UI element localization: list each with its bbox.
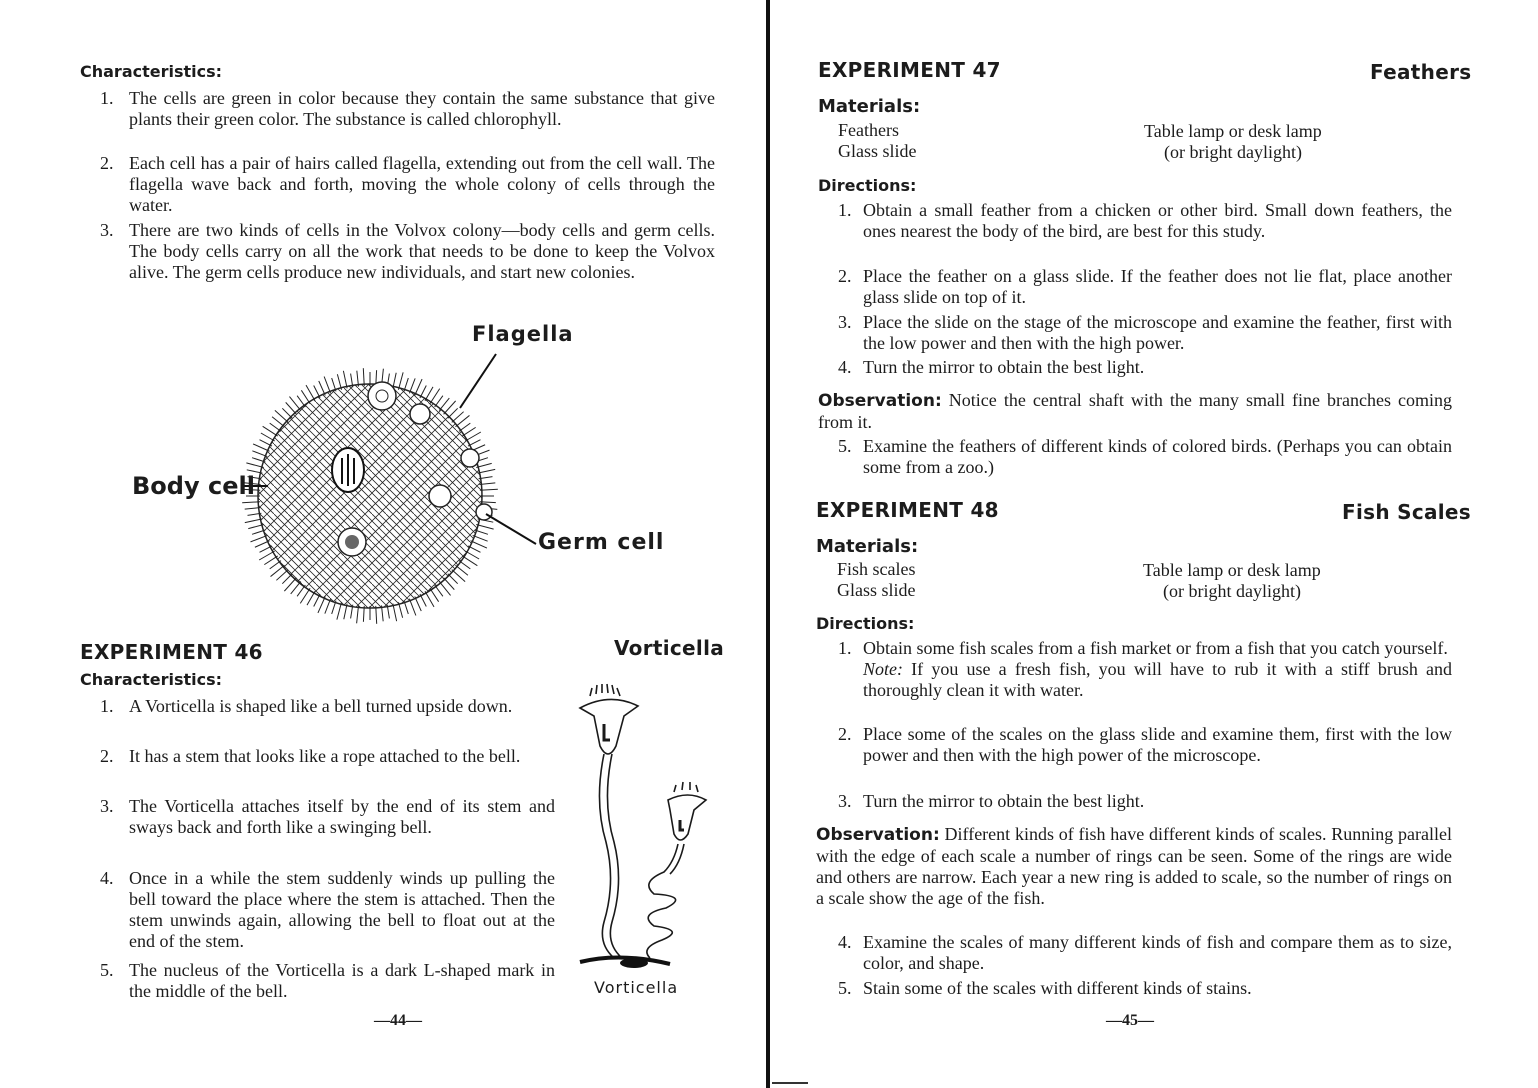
flagella-label: Flagella	[472, 322, 574, 346]
exp48-direction-1: 1. Obtain some fish scales from a fish market or from a fish that you catch yourself. Note: If you use a fresh fish, you will have to rub it with a stiff brush and thoroughly clean it with water.	[838, 638, 1452, 700]
experiment-47-title: Feathers	[1370, 60, 1472, 84]
materials-47-item: Glass slide	[838, 141, 917, 161]
exp48-direction-2: 2. Place some of the scales on the glass slide and examine them, first with the low power and then with the high power of the microscope.	[838, 724, 1452, 765]
germ-cell	[461, 449, 479, 467]
germ-cell	[429, 485, 451, 507]
vorticella-nucleus	[604, 724, 610, 740]
germ-cell	[368, 382, 396, 410]
germ-cell	[476, 504, 492, 520]
materials-47-item: (or bright daylight)	[1164, 142, 1302, 162]
vorticella-item-4: 4. Once in a while the stem suddenly winds up pulling the bell toward the place where the stem is attached. Then the stem unwinds again, allowing the bell to float out at the end of the stem.	[100, 868, 555, 951]
exp47-direction-5: 5. Examine the feathers of different kinds of colored birds. (Perhaps you can obtain some from a zoo.)	[838, 436, 1452, 477]
observation-heading-48: Observation:	[816, 825, 940, 845]
experiment-47-number: EXPERIMENT 47	[818, 58, 1001, 82]
experiment-48-title: Fish Scales	[1342, 500, 1472, 524]
exp47-direction-2: 2. Place the feather on a glass slide. If the feather does not lie flat, place another glass slide on top of it.	[838, 266, 1452, 307]
right-page	[770, 0, 1538, 1088]
experiment-48-number: EXPERIMENT 48	[816, 498, 999, 522]
exp47-direction-1: 1. Obtain a small feather from a chicken or other bird. Small down feathers, the ones nearest the body of the bird, are best for this study.	[838, 200, 1452, 241]
body-cell-label: Body cell	[132, 472, 255, 500]
vorticella-item-3: 3. The Vorticella attaches itself by the end of its stem and sways back and forth like a swinging bell.	[100, 796, 555, 837]
exp47-direction-4: 4. Turn the mirror to obtain the best light.	[838, 357, 1145, 377]
vorticella-item-5: 5. The nucleus of the Vorticella is a dark L-shaped mark in the middle of the bell.	[100, 960, 555, 1001]
materials-48-item: Fish scales	[837, 559, 916, 579]
observation-heading-47: Observation:	[818, 391, 942, 411]
materials-heading-48: Materials:	[816, 536, 919, 557]
exp47-observation	[818, 390, 1452, 433]
experiment-46-number: EXPERIMENT 46	[80, 640, 263, 664]
experiment-46-title: Vorticella	[614, 636, 725, 660]
materials-heading-47: Materials:	[818, 96, 921, 117]
directions-heading-47: Directions:	[818, 176, 917, 195]
vorticella-item-2: 2. It has a stem that looks like a rope attached to the bell.	[100, 746, 521, 766]
materials-47-item: Feathers	[838, 120, 899, 140]
page-number-right: —45—	[1106, 1012, 1154, 1029]
note-label: Note:	[863, 659, 903, 679]
germ-cell-label: Germ cell	[538, 530, 665, 555]
volvox-item-1: 1. The cells are green in color because they contain the same substance that give plants their green color. The substance is called chlorophyll.	[100, 88, 715, 129]
directions-heading-48: Directions:	[816, 614, 915, 633]
vorticella-bell	[580, 699, 638, 754]
vorticella-item-1: 1. A Vorticella is shaped like a bell turned upside down.	[100, 696, 513, 716]
exp48-direction-3: 3. Turn the mirror to obtain the best light.	[838, 791, 1145, 811]
exp48-direction-5: 5. Stain some of the scales with different kinds of stains.	[838, 978, 1252, 998]
materials-47-item: Table lamp or desk lamp	[1144, 121, 1322, 141]
flagella-pointer	[460, 354, 496, 408]
vorticella-bell	[668, 795, 706, 840]
germ-cell	[410, 404, 430, 424]
materials-48-item: Table lamp or desk lamp	[1143, 560, 1321, 580]
volvox-item-2: 2. Each cell has a pair of hairs called flagella, extending out from the cell wall. The flagella wave back and forth, moving the whole colony of cells through the water.	[100, 153, 715, 215]
characteristics-heading-2: Characteristics:	[80, 670, 223, 689]
volvox-item-3: 3. There are two kinds of cells in the Volvox colony—body cells and germ cells. The body cells carry on all the work that needs to be done to keep the Volvox alive. The germ cells produce new individuals, and start new colonies.	[100, 220, 715, 282]
characteristics-heading: Characteristics:	[80, 62, 223, 81]
vorticella-coiled-stem	[647, 844, 678, 958]
exp48-direction-4: 4. Examine the scales of many different kinds of fish and compare them as to size, color, and shape.	[838, 932, 1452, 973]
vorticella-drawing	[570, 682, 720, 982]
vorticella-stem	[599, 754, 614, 958]
note-text: If you use a fresh fish, you will have to rub it with a stiff brush and thoroughly clean it with water.	[863, 659, 1452, 700]
vorticella-caption: Vorticella	[594, 978, 679, 997]
observation-text-48: Different kinds of fish have different kinds of scales. Running parallel with the edge of each scale a number of rings can be seen. Some of the rings are wide and others are narrow. Each year a new ring is added to scale, so the number of rings on a scale show the age of the fish.	[816, 824, 1453, 908]
exp48-observation	[816, 824, 1452, 909]
observation-text-47: Notice the central shaft with the many small fine branches coming from it.	[818, 390, 1453, 432]
left-page	[0, 0, 768, 1088]
materials-48-item: Glass slide	[837, 580, 916, 600]
materials-48-item: (or bright daylight)	[1163, 581, 1301, 601]
exp47-direction-3: 3. Place the slide on the stage of the microscope and examine the feather, first with the low power and then with the high power.	[838, 312, 1452, 353]
page-number-left: —44—	[374, 1012, 422, 1029]
